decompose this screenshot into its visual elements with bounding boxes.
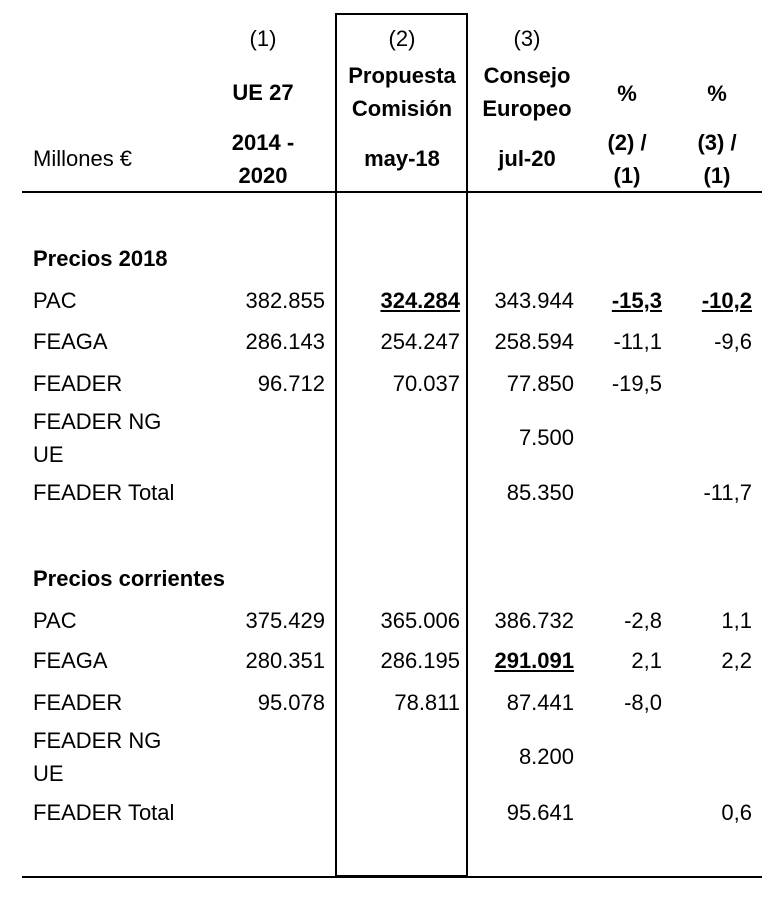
cell-col2: 254.247 — [380, 329, 460, 354]
cell-col1: 95.078 — [257, 690, 325, 715]
col1-name: UE 27 — [232, 80, 294, 105]
cell-col2: 78.811 — [394, 690, 460, 715]
cell-col2: 70.037 — [392, 371, 460, 396]
cell-col1: 280.351 — [245, 648, 325, 673]
cell-col1: 96.712 — [257, 371, 325, 396]
col5-ratio: (3) / (1) — [697, 130, 737, 188]
row-label: PAC — [33, 288, 77, 313]
cell-col4: -15,3 — [611, 288, 662, 313]
col2-name: Propuesta Comisión — [348, 63, 456, 121]
col3-number: (3) — [513, 26, 541, 51]
cell-col2: 365.006 — [380, 608, 460, 633]
bottom-rule — [22, 876, 762, 878]
cell-col2: 324.284 — [380, 288, 460, 313]
col2-period: may-18 — [364, 146, 440, 171]
cell-col3: 291.091 — [494, 648, 574, 673]
cell-col3: 386.732 — [494, 608, 574, 633]
cell-col3: 8.200 — [518, 744, 574, 769]
col4-percent: % — [617, 81, 637, 106]
cell-col4: -2,8 — [624, 608, 662, 633]
section-title: Precios 2018 — [33, 246, 168, 271]
cell-col3: 343.944 — [494, 288, 574, 313]
cell-col3: 7.500 — [518, 425, 574, 450]
cell-col1: 382.855 — [245, 288, 325, 313]
cell-col5: 1,1 — [721, 608, 752, 633]
cell-col3: 258.594 — [494, 329, 574, 354]
row-label: PAC — [33, 608, 77, 633]
row-label: FEADER Total — [33, 800, 175, 825]
row-label: FEAGA — [33, 648, 108, 673]
header-rule — [22, 191, 762, 193]
cell-col1: 286.143 — [245, 329, 325, 354]
row-label: FEADER Total — [33, 480, 175, 505]
row-label: FEAGA — [33, 329, 108, 354]
col1-number: (1) — [249, 26, 277, 51]
cell-col4: -19,5 — [611, 371, 662, 396]
cell-col5: -11,7 — [703, 480, 752, 505]
col3-name: Consejo Europeo — [482, 63, 572, 121]
cell-col5: 0,6 — [721, 800, 752, 825]
col4-ratio: (2) / (1) — [607, 130, 647, 188]
row-label: FEADER — [33, 690, 123, 715]
cell-col5: 2,2 — [721, 648, 752, 673]
cell-col3: 87.441 — [506, 690, 574, 715]
cell-col5: -9,6 — [714, 329, 752, 354]
col5-percent: % — [707, 81, 727, 106]
cell-col1: 375.429 — [245, 608, 325, 633]
cell-col3: 77.850 — [506, 371, 574, 396]
row-label: FEADER — [33, 371, 123, 396]
col2-number: (2) — [388, 26, 416, 51]
cell-col4: -8,0 — [624, 690, 662, 715]
section-title: Precios corrientes — [33, 566, 225, 591]
cell-col4: 2,1 — [631, 648, 662, 673]
cell-col3: 95.641 — [506, 800, 574, 825]
cell-col4: -11,1 — [613, 329, 662, 354]
cell-col5: -10,2 — [701, 288, 752, 313]
row-label: FEADER NG UE — [33, 409, 162, 467]
col3-period: jul-20 — [498, 146, 556, 171]
units-label: Millones € — [33, 146, 133, 171]
cell-col3: 85.350 — [506, 480, 574, 505]
col1-period: 2014 - 2020 — [231, 130, 295, 188]
cell-col2: 286.195 — [380, 648, 460, 673]
row-label: FEADER NG UE — [33, 728, 162, 786]
